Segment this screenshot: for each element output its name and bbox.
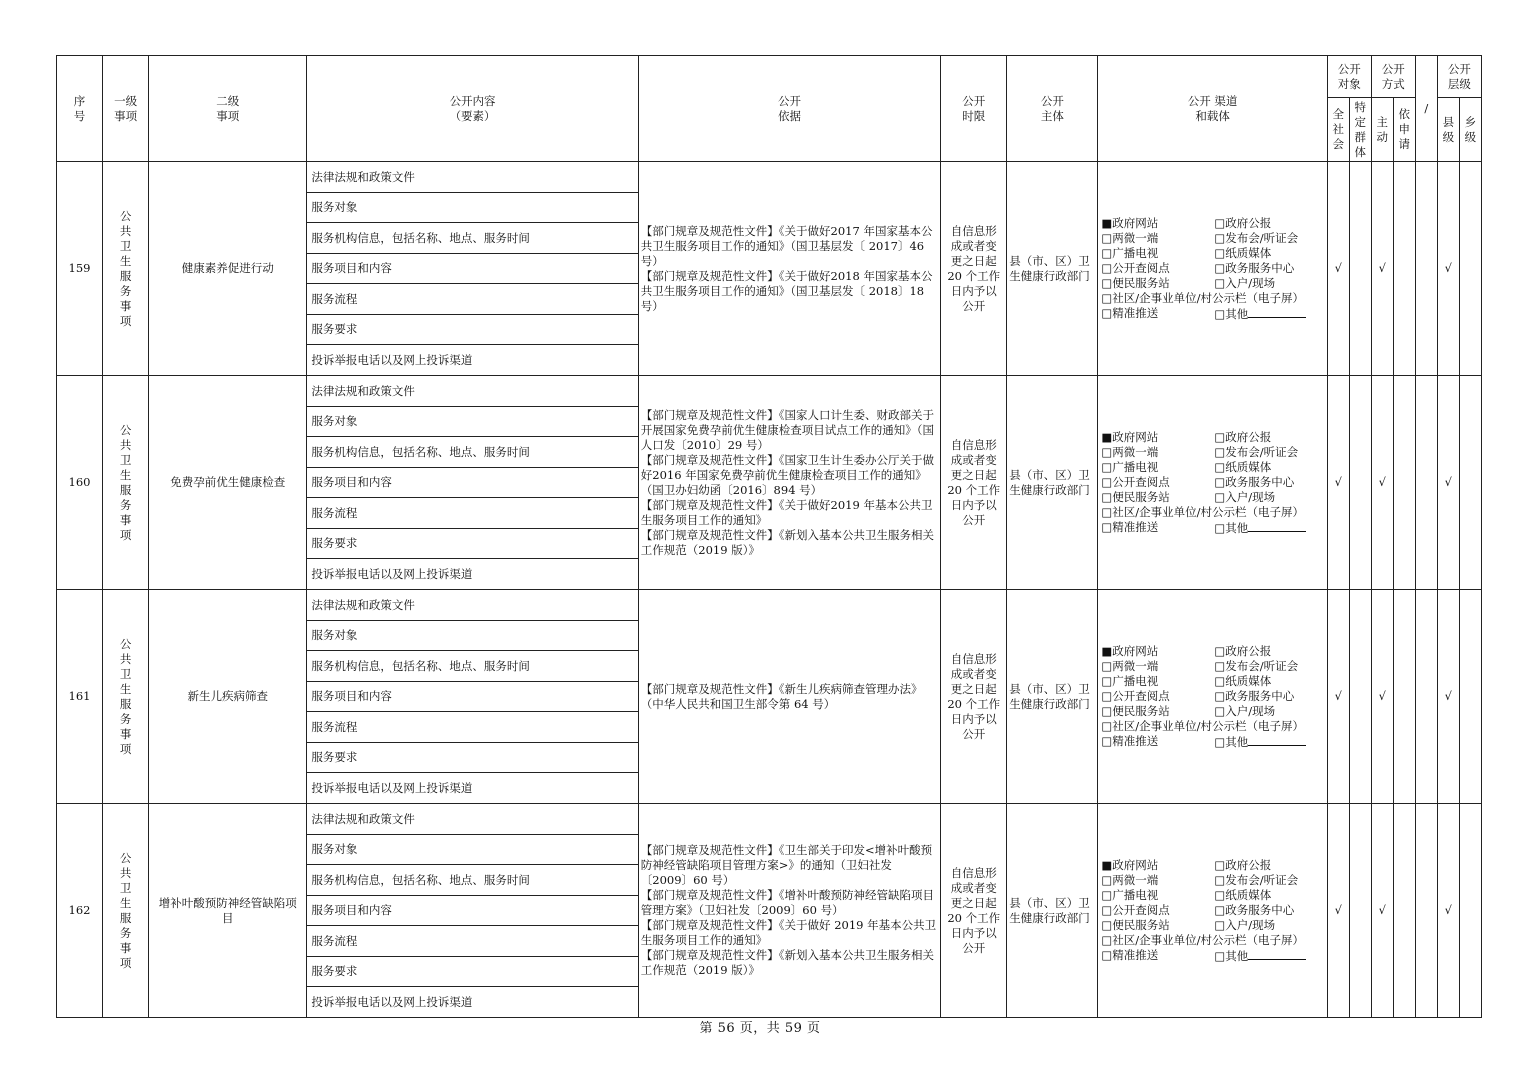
- time-limit-text: 自信息形成或者变更之日起 20 个工作 日内予以 公开: [947, 651, 1001, 741]
- table-row: [57, 804, 1482, 835]
- level2-cell: [149, 804, 307, 1018]
- level1-text: 公共卫生服务事项: [119, 636, 132, 756]
- basis-paragraph: 【部门规章及规范性文件】《卫生部关于印发<增补叶酸预防神经管缺陷项目管理方案>》的通知（卫妇社发〔2009〕60 号）: [640, 843, 933, 887]
- blank-line: [1248, 734, 1306, 746]
- channel-option: □精准推送: [1101, 733, 1159, 748]
- channel-option: □其他: [1214, 734, 1249, 749]
- basis-paragraph: 【部门规章及规范性文件】《国家人口计生委、财政部关于开展国家免费孕前优生健康检查项目试点工作的通知》（国人口发〔2010〕29 号）: [640, 407, 935, 452]
- check-level-county: [1437, 590, 1459, 804]
- header-level1: [103, 56, 149, 162]
- check-method-active: [1371, 804, 1393, 1018]
- seq-cell: [57, 162, 103, 376]
- channel-grid: [1101, 644, 1323, 719]
- check-mark: √: [1444, 475, 1452, 489]
- check-target-specific: [1349, 162, 1371, 376]
- check-mark: √: [1334, 261, 1342, 275]
- header-channel-label: 公开 渠道和载体: [1187, 93, 1238, 123]
- channel-option: □公开查阅点: [1101, 688, 1170, 703]
- channel-option: □政务服务中心: [1214, 688, 1295, 703]
- content-item: 服务流程: [307, 926, 638, 957]
- check-method-active: [1371, 590, 1393, 804]
- header-level: [1437, 56, 1481, 98]
- table-row: [57, 162, 1482, 193]
- time-limit-cell: [941, 590, 1007, 804]
- channel-option: □其他: [1214, 306, 1249, 321]
- blank-line: [1248, 948, 1306, 960]
- table-row: [57, 590, 1482, 621]
- check-level-township: [1459, 162, 1481, 376]
- channel-option: ■政府网站: [1101, 643, 1159, 658]
- check-target-all: [1327, 590, 1349, 804]
- check-mark: √: [1378, 261, 1386, 275]
- header-subject: [1007, 56, 1098, 162]
- content-item: 服务机构信息，包括名称、地点、服务时间: [307, 223, 638, 254]
- channel-option: □纸质媒体: [1214, 459, 1272, 474]
- channel-option: □便民服务站: [1101, 275, 1170, 290]
- seq-number: 162: [68, 903, 91, 917]
- level1-text: 公共卫生服务事项: [119, 850, 132, 970]
- basis-cell: [638, 376, 940, 590]
- check-target-all: [1327, 162, 1349, 376]
- content-item: 服务流程: [307, 498, 638, 529]
- disclosure-table: [56, 55, 1482, 1018]
- level2-text: 新生儿疾病筛查: [187, 689, 268, 703]
- channel-cell: [1098, 590, 1327, 804]
- seq-cell: [57, 804, 103, 1018]
- header-method-apply-label: 依申请: [1398, 107, 1411, 151]
- content-item: 投诉举报电话以及网上投诉渠道: [307, 773, 638, 804]
- content-item: 服务对象: [307, 407, 638, 437]
- channel-option-other: [1214, 734, 1324, 750]
- subject-cell: [1007, 162, 1098, 376]
- header-level-county: [1437, 98, 1459, 162]
- header-target-label: 公开对象: [1337, 61, 1361, 91]
- seq-cell: [57, 590, 103, 804]
- channel-option: □入户/现场: [1214, 917, 1276, 932]
- level1-cell: [103, 162, 149, 376]
- channel-grid: [1101, 430, 1323, 505]
- level2-cell: [149, 162, 307, 376]
- channel-option: □发布会/听证会: [1214, 872, 1299, 887]
- check-mark: √: [1334, 475, 1342, 489]
- channel-option: □发布会/听证会: [1214, 658, 1299, 673]
- channel-option: □入户/现场: [1214, 489, 1276, 504]
- header-method-active-label: 主动: [1376, 114, 1389, 144]
- content-item: 服务对象: [307, 193, 638, 223]
- check-mark: √: [1444, 903, 1452, 917]
- header-target-specific: [1349, 98, 1371, 162]
- content-item: 服务项目和内容: [307, 468, 638, 498]
- content-item: 服务流程: [307, 284, 638, 315]
- check-method-apply: [1393, 162, 1415, 376]
- header-level-township-label: 乡级: [1464, 114, 1477, 144]
- subject-text: 县（市、区）卫 生健康行政部门: [1009, 253, 1090, 283]
- check-level-county: [1437, 804, 1459, 1018]
- basis-cell: [638, 590, 940, 804]
- content-item: 服务要求: [307, 957, 638, 987]
- check-mark: √: [1444, 689, 1452, 703]
- channel-option: □政府公报: [1214, 857, 1272, 872]
- channel-option: ■政府网站: [1101, 429, 1159, 444]
- check-mark: √: [1444, 261, 1452, 275]
- content-item: 投诉举报电话以及网上投诉渠道: [307, 987, 638, 1018]
- header-channel: [1098, 56, 1327, 162]
- header-level2-label: 二级事项: [216, 93, 240, 123]
- check-mark: √: [1378, 689, 1386, 703]
- channel-option: □政务服务中心: [1214, 260, 1295, 275]
- channel-option: □社区/企事业单位/村公示栏（电子屏）: [1101, 718, 1305, 733]
- channel-grid: [1101, 216, 1323, 291]
- basis-cell: [638, 804, 940, 1018]
- channel-option: □入户/现场: [1214, 275, 1276, 290]
- channel-option: □政府公报: [1214, 215, 1272, 230]
- basis-paragraph: 【部门规章及规范性文件】《新划入基本公共卫生服务相关工作规范（2019 版）》: [640, 948, 935, 977]
- check-target-specific: [1349, 804, 1371, 1018]
- header-seq: [57, 56, 103, 162]
- content-item: 法律法规和政策文件: [307, 376, 638, 407]
- channel-option: ■政府网站: [1101, 215, 1159, 230]
- header-content: [307, 56, 638, 162]
- basis-cell: [638, 162, 940, 376]
- header-target: [1327, 56, 1371, 98]
- channel-option: □广播电视: [1101, 245, 1159, 260]
- channel-grid: [1101, 858, 1323, 933]
- time-limit-cell: [941, 376, 1007, 590]
- header-target-all: [1327, 98, 1349, 162]
- level1-text: 公共卫生服务事项: [119, 208, 132, 328]
- level1-text: 公共卫生服务事项: [119, 422, 132, 542]
- check-target-all: [1327, 376, 1349, 590]
- content-item: 服务机构信息，包括名称、地点、服务时间: [307, 865, 638, 896]
- header-target-all-label: 全社会: [1332, 107, 1344, 151]
- check-mark: √: [1334, 689, 1342, 703]
- channel-option-other: [1214, 306, 1324, 322]
- channel-option: ■政府网站: [1101, 857, 1159, 872]
- check-mark: √: [1378, 475, 1386, 489]
- content-item: 投诉举报电话以及网上投诉渠道: [307, 559, 638, 590]
- channel-option: □两微一端: [1101, 444, 1159, 459]
- level1-cell: [103, 376, 149, 590]
- check-level-county: [1437, 162, 1459, 376]
- subject-cell: [1007, 376, 1098, 590]
- content-item: 服务机构信息，包括名称、地点、服务时间: [307, 651, 638, 682]
- channel-grid: [1101, 306, 1323, 322]
- content-item: 服务要求: [307, 743, 638, 773]
- channel-option: □两微一端: [1101, 872, 1159, 887]
- level2-text: 增补叶酸预防神经管缺陷项目: [158, 895, 297, 925]
- channel-option-other: [1214, 948, 1324, 964]
- header-basis-label: 公开依据: [778, 93, 801, 123]
- time-limit-text: 自信息形成或者变更之日起 20 个工作 日内予以 公开: [947, 437, 1001, 527]
- check-target-specific: [1349, 590, 1371, 804]
- check-level-township: [1459, 590, 1481, 804]
- check-method-apply: [1393, 804, 1415, 1018]
- check-target-specific: [1349, 376, 1371, 590]
- basis-paragraph: 【部门规章及规范性文件】《关于做好2017 年国家基本公共卫生服务项目工作的通知》（国卫基层发〔 2017〕46 号）: [640, 223, 933, 268]
- header-content-label: 公开内容（要素）: [449, 93, 496, 123]
- header-method-label: 公开方式: [1381, 61, 1405, 91]
- header-seq-label: 序号: [73, 93, 86, 123]
- seq-number: 159: [68, 261, 91, 275]
- check-slash: [1415, 162, 1437, 376]
- channel-option: □发布会/听证会: [1214, 444, 1299, 459]
- channel-option: □便民服务站: [1101, 703, 1170, 718]
- channel-cell: [1098, 804, 1327, 1018]
- check-mark: √: [1378, 903, 1386, 917]
- level2-cell: [149, 590, 307, 804]
- content-item: 服务对象: [307, 835, 638, 865]
- content-item: 服务要求: [307, 529, 638, 559]
- content-item: 服务要求: [307, 315, 638, 345]
- check-slash: [1415, 376, 1437, 590]
- channel-option: □社区/企事业单位/村公示栏（电子屏）: [1101, 932, 1305, 947]
- channel-option: □发布会/听证会: [1214, 230, 1299, 245]
- channel-option: □政务服务中心: [1214, 474, 1295, 489]
- channel-option: □社区/企事业单位/村公示栏（电子屏）: [1101, 504, 1305, 519]
- subject-text: 县（市、区）卫 生健康行政部门: [1009, 467, 1090, 497]
- channel-option-other: [1214, 520, 1324, 536]
- check-level-county: [1437, 376, 1459, 590]
- content-item: 服务项目和内容: [307, 896, 638, 926]
- check-slash: [1415, 590, 1437, 804]
- channel-grid: [1101, 734, 1323, 750]
- channel-grid: [1101, 948, 1323, 964]
- content-item: 服务对象: [307, 621, 638, 651]
- header-slash-label: /: [1424, 101, 1429, 115]
- content-item: 法律法规和政策文件: [307, 804, 638, 835]
- header-basis: [638, 56, 940, 162]
- content-item: 服务流程: [307, 712, 638, 743]
- channel-option: □两微一端: [1101, 230, 1159, 245]
- channel-option: □精准推送: [1101, 519, 1159, 534]
- channel-option: □广播电视: [1101, 673, 1159, 688]
- level1-cell: [103, 590, 149, 804]
- level2-text: 健康素养促进行动: [181, 261, 274, 275]
- content-item: 服务项目和内容: [307, 254, 638, 284]
- check-method-apply: [1393, 590, 1415, 804]
- seq-number: 161: [68, 689, 91, 703]
- check-level-township: [1459, 376, 1481, 590]
- subject-cell: [1007, 804, 1098, 1018]
- header-method: [1371, 56, 1415, 98]
- channel-option: □便民服务站: [1101, 489, 1170, 504]
- time-limit-text: 自信息形成或者变更之日起 20 个工作 日内予以 公开: [947, 865, 1001, 955]
- channel-option: □政府公报: [1214, 429, 1272, 444]
- channel-option: □精准推送: [1101, 305, 1159, 320]
- check-method-active: [1371, 376, 1393, 590]
- content-item: 法律法规和政策文件: [307, 162, 638, 193]
- check-method-apply: [1393, 376, 1415, 590]
- time-limit-text: 自信息形成或者变更之日起 20 个工作 日内予以 公开: [947, 223, 1001, 313]
- content-item: 服务项目和内容: [307, 682, 638, 712]
- basis-paragraph: 【部门规章及规范性文件】《新生儿疾病筛查管理办法》（中华人民共和国卫生部令第 64 号）: [640, 681, 923, 711]
- check-level-township: [1459, 804, 1481, 1018]
- table-row: [57, 376, 1482, 407]
- page-footer: 第 56 页，共 59 页: [699, 1021, 821, 1036]
- header-method-apply: [1393, 98, 1415, 162]
- time-limit-cell: [941, 804, 1007, 1018]
- check-method-active: [1371, 162, 1393, 376]
- basis-paragraph: 【部门规章及规范性文件】《新划入基本公共卫生服务相关工作规范（2019 版）》: [640, 527, 935, 557]
- level2-text: 免费孕前优生健康检查: [170, 475, 286, 489]
- channel-option: □便民服务站: [1101, 917, 1170, 932]
- blank-line: [1248, 306, 1306, 318]
- blank-line: [1248, 520, 1306, 532]
- header-time-limit-label: 公开时限: [962, 93, 986, 123]
- channel-grid: [1101, 520, 1323, 536]
- channel-option: □广播电视: [1101, 459, 1159, 474]
- header-level-label: 公开层级: [1447, 61, 1471, 91]
- channel-cell: [1098, 162, 1327, 376]
- basis-paragraph: 【部门规章及规范性文件】《增补叶酸预防神经管缺陷项目管理方案》（卫妇社发〔2009〕60 号）: [640, 888, 935, 917]
- check-target-all: [1327, 804, 1349, 1018]
- basis-paragraph: 【部门规章及规范性文件】《关于做好 2019 年基本公共卫生服务项目工作的通知》: [640, 918, 937, 947]
- channel-cell: [1098, 376, 1327, 590]
- seq-number: 160: [68, 475, 91, 489]
- basis-paragraph: 【部门规章及规范性文件】《关于做好2018 年国家基本公共卫生服务项目工作的通知》（国卫基层发〔 2018〕18 号）: [640, 268, 933, 313]
- channel-option: □纸质媒体: [1214, 673, 1272, 688]
- channel-option: □精准推送: [1101, 947, 1159, 962]
- level1-cell: [103, 804, 149, 1018]
- subject-text: 县（市、区）卫 生健康行政部门: [1009, 895, 1090, 925]
- channel-option: □纸质媒体: [1214, 887, 1272, 902]
- channel-option: □政府公报: [1214, 643, 1272, 658]
- check-mark: √: [1334, 903, 1342, 917]
- header-level-county-label: 县级: [1442, 114, 1455, 144]
- channel-option: □公开查阅点: [1101, 474, 1170, 489]
- basis-paragraph: 【部门规章及规范性文件】《国家卫生计生委办公厅关于做好2016 年国家免费孕前优生健康检查项目工作的通知》（国卫办妇幼函〔2016〕894 号）: [640, 452, 935, 497]
- header-level-township: [1459, 98, 1481, 162]
- header-level2: [149, 56, 307, 162]
- header-time-limit: [941, 56, 1007, 162]
- header-method-active: [1371, 98, 1393, 162]
- check-slash: [1415, 804, 1437, 1018]
- header-slash: [1415, 56, 1437, 162]
- channel-option: □政务服务中心: [1214, 902, 1295, 917]
- channel-option: □两微一端: [1101, 658, 1159, 673]
- channel-option: □公开查阅点: [1101, 260, 1170, 275]
- seq-cell: [57, 376, 103, 590]
- channel-option: □其他: [1214, 520, 1249, 535]
- content-item: 法律法规和政策文件: [307, 590, 638, 621]
- basis-paragraph: 【部门规章及规范性文件】《关于做好2019 年基本公共卫生服务项目工作的通知》: [640, 497, 933, 527]
- content-item: 服务机构信息，包括名称、地点、服务时间: [307, 437, 638, 468]
- header-level1-label: 一级事项: [114, 93, 138, 123]
- channel-option: □公开查阅点: [1101, 902, 1170, 917]
- channel-option: □广播电视: [1101, 887, 1159, 902]
- header-target-specific-label: 特定群体: [1354, 99, 1366, 159]
- channel-option: □纸质媒体: [1214, 245, 1272, 260]
- channel-option: □其他: [1214, 948, 1249, 963]
- subject-cell: [1007, 590, 1098, 804]
- subject-text: 县（市、区）卫 生健康行政部门: [1009, 681, 1090, 711]
- channel-option: □社区/企事业单位/村公示栏（电子屏）: [1101, 290, 1305, 305]
- channel-option: □入户/现场: [1214, 703, 1276, 718]
- header-subject-label: 公开主体: [1040, 93, 1064, 123]
- time-limit-cell: [941, 162, 1007, 376]
- content-item: 投诉举报电话以及网上投诉渠道: [307, 345, 638, 376]
- level2-cell: [149, 376, 307, 590]
